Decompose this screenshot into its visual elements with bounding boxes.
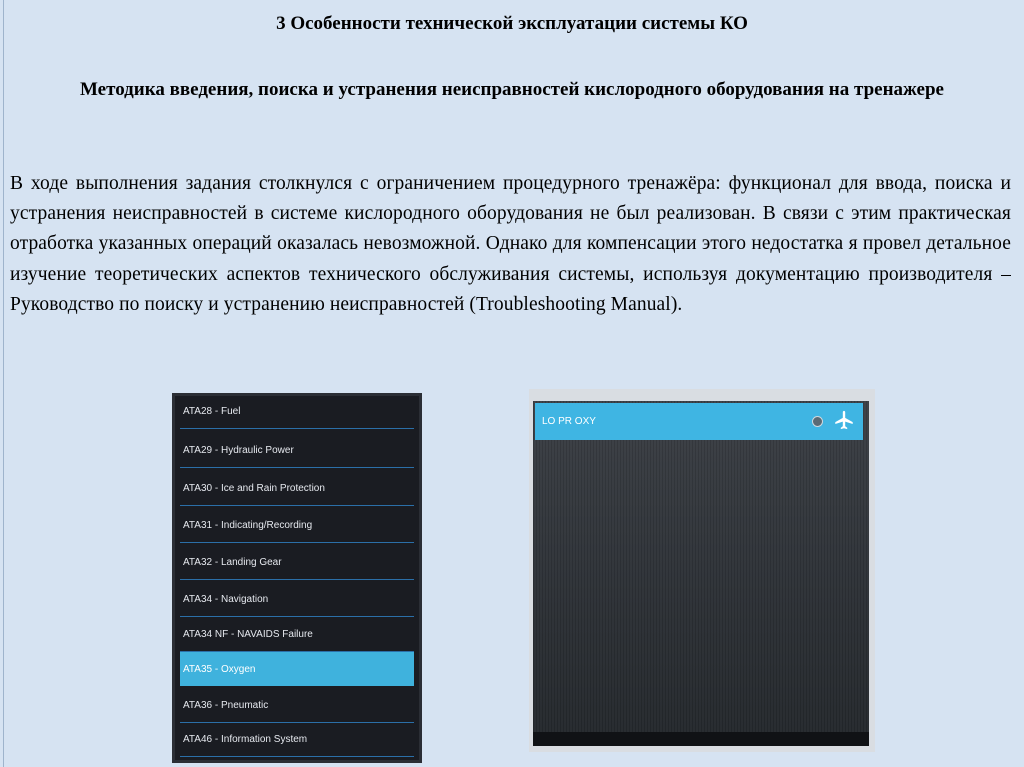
ata-list-item[interactable]: ATA30 - Ice and Rain Protection [180, 472, 414, 506]
slide-title: 3 Особенности технической эксплуатации системы КО [276, 13, 748, 34]
fault-header-label: LO PR OXY [542, 416, 596, 427]
body-paragraph: В ходе выполнения задания столкнулся с ограничением процедурного тренажёра: функционал для ввода, поиска и устранения неисправностей в системе кислородного оборудования не был реализован. В связи с этим практическая отработка указанных операций оказалась невозможной. Однако для компенсации этого недостатка я провел детальное изучение теоретических аспектов технического обслуживания системы, используя документацию производителя – Руководство по поиску и устранению неисправностей (Troubleshooting Manual). [10, 173, 1011, 315]
ata-list-item[interactable]: ATA36 - Pneumatic [180, 689, 414, 723]
ata-list-item-selected[interactable]: ATA35 - Oxygen [180, 652, 414, 686]
fault-screen-photo [529, 389, 875, 752]
slide-subtitle: Методика введения, поиска и устранения неисправностей кислородного оборудования на тренажере [80, 79, 944, 100]
status-dot-icon [812, 416, 823, 427]
ata-list-item[interactable]: ATA34 - Navigation [180, 583, 414, 617]
fault-screen [533, 401, 869, 746]
fault-header[interactable] [535, 403, 863, 440]
ata-list-photo [172, 393, 422, 763]
ata-list-item[interactable]: ATA29 - Hydraulic Power [180, 434, 414, 468]
ata-list-item[interactable]: ATA46 - Information System [180, 723, 414, 757]
ata-list-item[interactable]: ATA34 NF - NAVAIDS Failure [180, 618, 414, 652]
ata-list-item[interactable]: ATA32 - Landing Gear [180, 546, 414, 580]
ata-list-item[interactable]: ATA28 - Fuel [180, 395, 414, 429]
airplane-icon [833, 409, 855, 431]
ata-list-item[interactable]: ATA31 - Indicating/Recording [180, 509, 414, 543]
screen-bezel [533, 732, 869, 746]
page-border [3, 0, 4, 767]
